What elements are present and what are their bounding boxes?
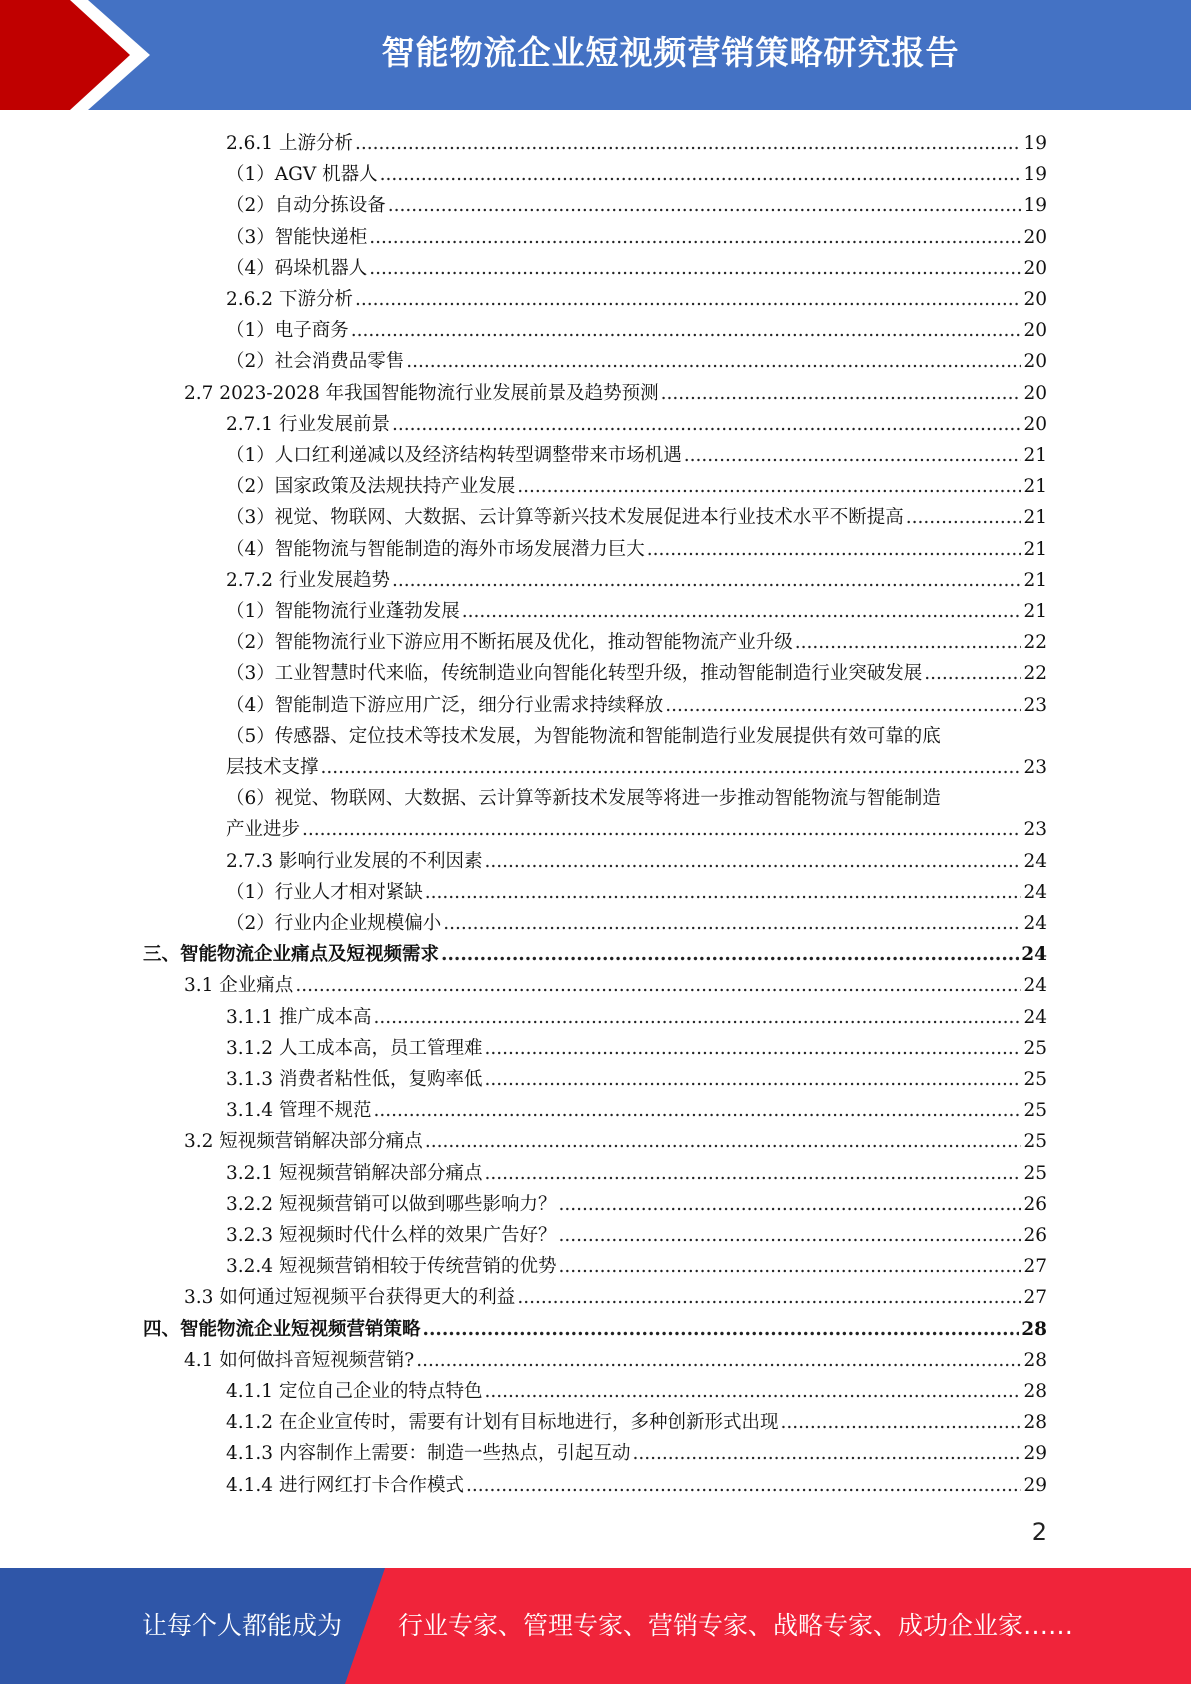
- toc-leader-dots: [924, 658, 1021, 689]
- toc-entry-label: 3.2 短视频营销解决部分痛点: [184, 1131, 423, 1153]
- toc-leader-dots: [484, 1033, 1021, 1064]
- toc-entry-page: 28: [1023, 1349, 1047, 1371]
- toc-leader-dots: [295, 970, 1021, 1001]
- toc-entry[interactable]: [226, 658, 1047, 689]
- toc-entry-label: （4）智能物流与智能制造的海外市场发展潜力巨大: [226, 538, 645, 560]
- toc-entry-page: 22: [1023, 632, 1047, 654]
- toc-entry-label: 3.2.2 短视频营销可以做到哪些影响力？: [226, 1193, 557, 1215]
- toc-entry-label: 3.1 企业痛点: [184, 975, 294, 997]
- toc-entry-label: （1）AGV 机器人: [226, 164, 378, 186]
- toc-entry-label: （3）工业智慧时代来临，传统制造业向智能化转型升级，推动智能制造行业突破发展: [226, 663, 923, 685]
- toc-entry[interactable]: [226, 315, 1047, 346]
- toc-entry[interactable]: [226, 159, 1047, 190]
- toc-entry-page: 28: [1023, 1381, 1047, 1402]
- toc-leader-dots: [321, 752, 1022, 783]
- toc-entry-label: （2）社会消费品零售: [226, 351, 405, 373]
- toc-leader-dots: [443, 908, 1021, 939]
- toc-entry-label: （5）传感器、定位技术等技术发展，为智能物流和智能制造行业发展提供有效可靠的底: [226, 725, 941, 747]
- toc-entry-label: 3.1.4 管理不规范: [226, 1100, 372, 1122]
- toc-leader-dots: [462, 596, 1022, 627]
- toc-entry[interactable]: [226, 128, 1047, 159]
- toc-leader-dots: [388, 190, 1022, 221]
- toc-entry[interactable]: [226, 1033, 1047, 1064]
- toc-entry-page: 24: [1023, 913, 1047, 934]
- toc-entry[interactable]: [226, 284, 1047, 315]
- toc-entry[interactable]: [184, 1126, 1047, 1157]
- toc-leader-dots: [558, 1251, 1021, 1282]
- toc-entry-label: 4.1.4 进行网红打卡合作模式: [226, 1474, 464, 1496]
- toc-leader-dots: [484, 1158, 1021, 1189]
- toc-entry-label: （2）行业内企业规模偏小: [226, 913, 442, 934]
- toc-leader-dots: [416, 1345, 1021, 1376]
- toc-leader-dots: [517, 471, 1021, 502]
- toc-entry-page: 29: [1023, 1474, 1047, 1496]
- toc-entry-page: 21: [1023, 569, 1047, 591]
- toc-entry-page: 23: [1023, 757, 1047, 778]
- toc-entry[interactable]: [226, 534, 1047, 565]
- toc-entry-label: （2）自动分拣设备: [226, 195, 386, 217]
- toc-entry-label: （1）智能物流行业蓬勃发展: [226, 601, 460, 622]
- toc-entry-label: 3.2.3 短视频时代什么样的效果广告好？: [226, 1225, 557, 1246]
- toc-entry[interactable]: [226, 565, 1047, 596]
- page-header: [0, 0, 1191, 110]
- toc-leader-dots: [392, 409, 1021, 440]
- toc-entry-page: 24: [1023, 850, 1047, 872]
- toc-entry-page: 28: [1023, 1412, 1047, 1434]
- toc-leader-dots: [302, 814, 1021, 845]
- toc-leader-dots: [369, 222, 1021, 253]
- toc-entry[interactable]: [226, 1158, 1047, 1189]
- toc-entry-page: 19: [1023, 195, 1047, 217]
- toc-leader-dots: [684, 440, 1022, 471]
- toc-entry[interactable]: [226, 346, 1047, 377]
- toc-entry-label: 层技术支撑: [226, 757, 319, 778]
- toc-entry-label: （1）行业人才相对紧缺: [226, 881, 423, 903]
- toc-leader-dots: [665, 690, 1021, 721]
- toc-entry-page: 28: [1021, 1318, 1047, 1340]
- toc-entry-label: 2.7.2 行业发展趋势: [226, 569, 390, 591]
- toc-entry-page: 25: [1023, 1131, 1047, 1153]
- toc-entry-label: （6）视觉、物联网、大数据、云计算等新技术发展等将进一步推动智能物流与智能制造: [226, 788, 941, 810]
- toc-leader-dots: [795, 627, 1022, 658]
- toc-entry-page: 27: [1023, 1287, 1047, 1309]
- toc-entry-label: 3.1.3 消费者粘性低，复购率低: [226, 1069, 483, 1090]
- toc-leader-dots: [369, 253, 1021, 284]
- toc-entry-page: 22: [1023, 663, 1047, 685]
- toc-entry[interactable]: [184, 378, 1047, 409]
- toc-entry-page: 23: [1023, 694, 1047, 716]
- toc-leader-dots: [632, 1438, 1021, 1469]
- toc-entry-label: 三、智能物流企业痛点及短视频需求: [143, 944, 440, 966]
- toc-entry-label: （3）视觉、物联网、大数据、云计算等新兴技术发展促进本行业技术水平不断提高: [226, 507, 904, 529]
- toc-leader-dots: [373, 1095, 1021, 1126]
- toc-entry[interactable]: [226, 1220, 1047, 1251]
- toc-entry-label: （4）码垛机器人: [226, 257, 368, 279]
- toc-entry-label: 3.1.2 人工成本高，员工管理难: [226, 1037, 483, 1059]
- toc-entry[interactable]: [143, 939, 1047, 970]
- toc-entry-label: 4.1 如何做抖音短视频营销?: [184, 1349, 415, 1371]
- toc-entry-label: （3）智能快递柜: [226, 226, 368, 248]
- toc-entry-label: 2.7 2023-2028 年我国智能物流行业发展前景及趋势预测: [184, 382, 659, 404]
- toc-entry-label: 2.6.1 上游分析: [226, 133, 353, 154]
- toc-entry-page: 21: [1023, 445, 1047, 466]
- toc-leader-dots: [484, 846, 1021, 877]
- toc-entry[interactable]: [226, 846, 1047, 877]
- toc-entry[interactable]: [226, 1251, 1047, 1282]
- toc-entry[interactable]: [226, 690, 1047, 721]
- toc-entry-label: （4）智能制造下游应用广泛，细分行业需求持续释放: [226, 694, 664, 716]
- toc-entry-label: （1）人口红利递减以及经济结构转型调整带来市场机遇: [226, 445, 682, 466]
- toc-entry-label: （2）国家政策及法规扶持产业发展: [226, 476, 516, 498]
- toc-entry[interactable]: [226, 1002, 1047, 1033]
- toc-entry[interactable]: [226, 752, 1047, 783]
- toc-entry-page: 24: [1021, 944, 1047, 966]
- footer-slogan-right: 行业专家、管理专家、营销专家、战略专家、成功企业家……: [398, 1611, 1074, 1640]
- toc-entry-page: 20: [1023, 351, 1047, 373]
- toc-entry-page: 25: [1023, 1162, 1047, 1184]
- page-number: 2: [1031, 1518, 1047, 1546]
- toc-entry-label: 2.7.1 行业发展前景: [226, 413, 390, 435]
- toc-entry-page: 25: [1023, 1069, 1047, 1090]
- toc-leader-dots: [373, 1002, 1021, 1033]
- toc-entry[interactable]: [226, 1095, 1047, 1126]
- toc-entry[interactable]: [226, 1376, 1047, 1407]
- toc-leader-dots: [425, 1126, 1022, 1157]
- toc-entry-page: 20: [1023, 289, 1047, 310]
- toc-entry-label: 4.1.2 在企业宣传时，需要有计划有目标地进行，多种创新形式出现: [226, 1412, 779, 1434]
- toc-entry-page: 23: [1023, 819, 1047, 841]
- toc-entry-page: 21: [1023, 476, 1047, 498]
- toc-leader-dots: [484, 1064, 1021, 1095]
- toc-entry-label: 4.1.1 定位自己企业的特点特色: [226, 1381, 483, 1402]
- toc-entry[interactable]: [226, 908, 1047, 939]
- toc-entry[interactable]: [143, 1314, 1047, 1345]
- toc-entry[interactable]: [226, 190, 1047, 221]
- toc-entry-page: 24: [1023, 975, 1047, 997]
- toc-entry-page: 21: [1023, 507, 1047, 529]
- toc-leader-dots: [558, 1189, 1021, 1220]
- toc-leader-dots: [466, 1470, 1021, 1501]
- chevron-logo-icon: [0, 0, 160, 110]
- toc-entry-label: 产业进步: [226, 819, 301, 841]
- page-footer: [0, 1568, 1191, 1684]
- toc-entry-page: 25: [1023, 1037, 1047, 1059]
- toc-entry-label: 2.7.3 影响行业发展的不利因素: [226, 850, 483, 872]
- toc-entry[interactable]: [226, 596, 1047, 627]
- toc-entry-label: （1）电子商务: [226, 320, 349, 342]
- toc-entry-label: 3.2.1 短视频营销解决部分痛点: [226, 1162, 483, 1184]
- toc-leader-dots: [355, 128, 1022, 159]
- toc-entry[interactable]: [226, 627, 1047, 658]
- toc-leader-dots: [906, 502, 1022, 533]
- toc-entry-label: 3.2.4 短视频营销相较于传统营销的优势: [226, 1256, 557, 1278]
- toc-entry-page: 26: [1023, 1225, 1047, 1246]
- toc-entry-page: 26: [1023, 1193, 1047, 1215]
- toc-leader-dots: [441, 939, 1019, 970]
- toc-entry[interactable]: [226, 502, 1047, 533]
- toc-entry[interactable]: [184, 1345, 1047, 1376]
- toc-leader-dots: [517, 1282, 1021, 1313]
- toc-entry-page: 27: [1023, 1256, 1047, 1278]
- footer-slogan-left: 让每个人都能成为: [142, 1611, 343, 1640]
- toc-entry-page: 24: [1023, 1006, 1047, 1028]
- toc-entry-page: 20: [1023, 257, 1047, 279]
- toc-entry[interactable]: [226, 440, 1047, 471]
- toc-leader-dots: [484, 1376, 1021, 1407]
- toc-leader-dots: [780, 1407, 1021, 1438]
- report-title: 智能物流企业短视频营销策略研究报告: [381, 33, 960, 72]
- toc-entry[interactable]: [184, 1282, 1047, 1313]
- toc-entry[interactable]: [226, 877, 1047, 908]
- toc-entry[interactable]: [226, 253, 1047, 284]
- toc-entry-page: 20: [1023, 226, 1047, 248]
- toc-entry[interactable]: [226, 1189, 1047, 1220]
- toc-leader-dots: [423, 1314, 1020, 1345]
- toc-entry-page: 21: [1023, 538, 1047, 560]
- toc-leader-dots: [380, 159, 1022, 190]
- toc-entry-page: 20: [1023, 320, 1047, 342]
- toc-entry[interactable]: [184, 970, 1047, 1001]
- toc-leader-dots: [406, 346, 1021, 377]
- toc-entry-label: 3.3 如何通过短视频平台获得更大的利益: [184, 1287, 516, 1309]
- toc-leader-dots: [647, 534, 1022, 565]
- toc-entry-page: 19: [1023, 133, 1047, 154]
- toc-entry[interactable]: [226, 222, 1047, 253]
- toc-entry[interactable]: [226, 409, 1047, 440]
- toc-entry-label: 3.1.1 推广成本高: [226, 1006, 372, 1028]
- toc-entry[interactable]: [226, 471, 1047, 502]
- toc-entry[interactable]: [226, 1470, 1047, 1501]
- toc-entry[interactable]: [226, 1064, 1047, 1095]
- toc-entry[interactable]: [226, 1407, 1047, 1438]
- toc-leader-dots: [392, 565, 1021, 596]
- toc-entry-label: （2）智能物流行业下游应用不断拓展及优化，推动智能物流产业升级: [226, 632, 793, 654]
- toc-entry-label: 2.6.2 下游分析: [226, 289, 353, 310]
- toc-entry-page: 20: [1023, 382, 1047, 404]
- toc-entry[interactable]: [226, 721, 1047, 752]
- toc-entry[interactable]: [226, 783, 1047, 814]
- toc-entry-page: 25: [1023, 1100, 1047, 1122]
- toc-leader-dots: [425, 877, 1022, 908]
- toc-leader-dots: [351, 315, 1022, 346]
- toc-entry-label: 4.1.3 内容制作上需要：制造一些热点，引起互动: [226, 1443, 631, 1465]
- toc-entry[interactable]: [226, 1438, 1047, 1469]
- toc-entry-page: 20: [1023, 413, 1047, 435]
- toc-entry-page: 29: [1023, 1443, 1047, 1465]
- toc-leader-dots: [661, 378, 1022, 409]
- toc-leader-dots: [558, 1220, 1021, 1251]
- toc-entry-page: 21: [1023, 601, 1047, 622]
- toc-entry-page: 24: [1023, 881, 1047, 903]
- toc-entry-page: 19: [1023, 164, 1047, 186]
- toc-leader-dots: [355, 284, 1022, 315]
- toc-entry[interactable]: [226, 814, 1047, 845]
- toc-entry-label: 四、智能物流企业短视频营销策略: [143, 1318, 421, 1340]
